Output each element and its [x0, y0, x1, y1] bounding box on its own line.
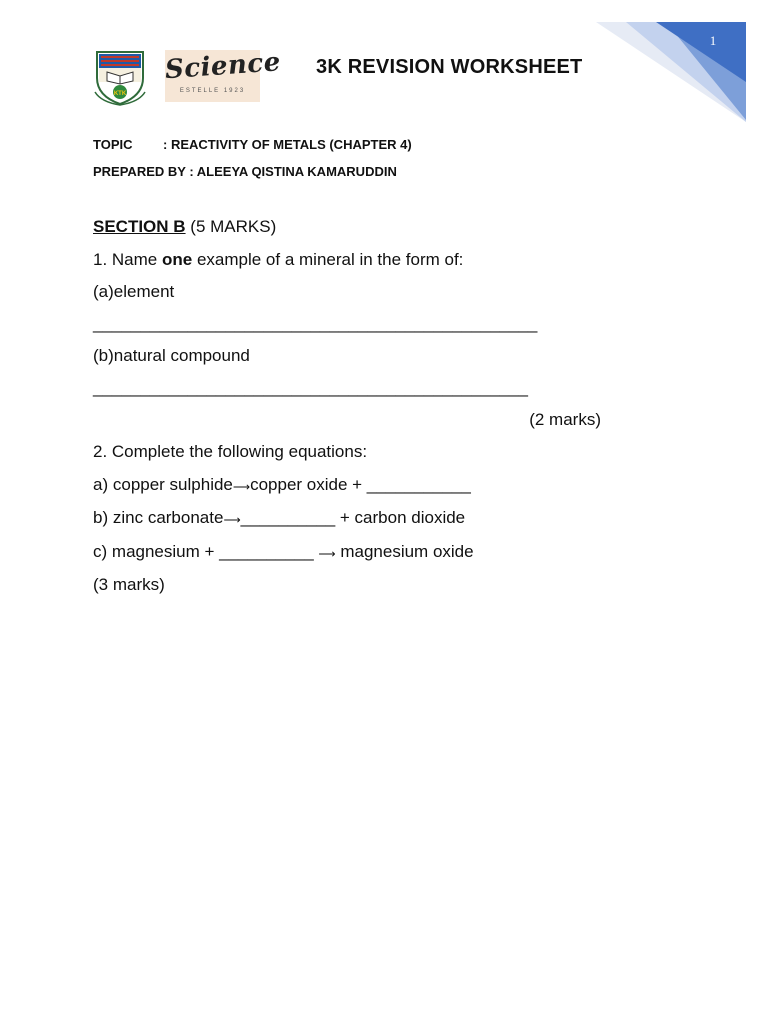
question-1b	[93, 346, 250, 366]
q1-bold: one	[161, 250, 193, 269]
topic-value: : REACTIVITY OF METALS (CHAPTER 4)	[163, 137, 412, 152]
prepared-by: PREPARED BY : ALEEYA QISTINA KAMARUDDIN	[93, 164, 397, 179]
question-1a	[93, 282, 174, 302]
q1a-label: (a)	[93, 282, 114, 301]
question-2c	[93, 542, 474, 562]
question-1	[93, 250, 463, 270]
q2b-label: b)	[93, 508, 109, 527]
section-heading	[93, 217, 276, 237]
q2-marks: (3 marks)	[93, 575, 165, 594]
q2a-left: copper sulphide	[112, 475, 233, 494]
science-logo-subtitle: ESTELLE 1923	[179, 88, 246, 94]
arrow-icon: ⟶	[232, 480, 251, 494]
q2c-label: c)	[93, 542, 108, 561]
q1a-text: element	[113, 282, 175, 301]
question-2b	[93, 508, 465, 528]
section-marks: (5 MARKS)	[190, 217, 277, 236]
topic-line	[93, 137, 412, 152]
topic-label: TOPIC	[93, 137, 133, 152]
arrow-icon: ⟶	[223, 513, 241, 527]
q2c-left: magnesium + __________	[111, 542, 319, 561]
q2a-label: a)	[93, 475, 109, 494]
q1-suffix: example of a mineral in the form of:	[192, 250, 464, 269]
school-crest-logo	[93, 48, 147, 106]
q2a-right: copper oxide + ___________	[250, 475, 471, 494]
crest-text: KTK	[113, 91, 127, 97]
q2b-left: zinc carbonate	[112, 508, 224, 527]
question-2a	[93, 475, 471, 495]
q1-prefix: 1. Name	[93, 250, 162, 269]
q1b-answer-line[interactable]: ______________________________________________	[93, 378, 528, 397]
worksheet-title: 3K REVISION WORKSHEET	[316, 56, 583, 78]
q1a-answer-line[interactable]: _______________________________________________	[93, 314, 538, 333]
page-number: 1	[709, 33, 717, 48]
q1-marks: (2 marks)	[529, 410, 601, 429]
q2b-right: __________ + carbon dioxide	[240, 508, 466, 527]
question-2: 2. Complete the following equations:	[93, 442, 368, 461]
arrow-icon: ⟶	[318, 547, 336, 561]
section-title: SECTION B	[93, 217, 186, 236]
science-logo-word: Science	[164, 47, 282, 86]
q1b-text: natural compound	[113, 346, 250, 365]
science-logo	[164, 47, 282, 102]
q1b-label: (b)	[93, 346, 114, 365]
corner-decoration	[596, 22, 746, 122]
q2c-right: magnesium oxide	[335, 542, 474, 561]
